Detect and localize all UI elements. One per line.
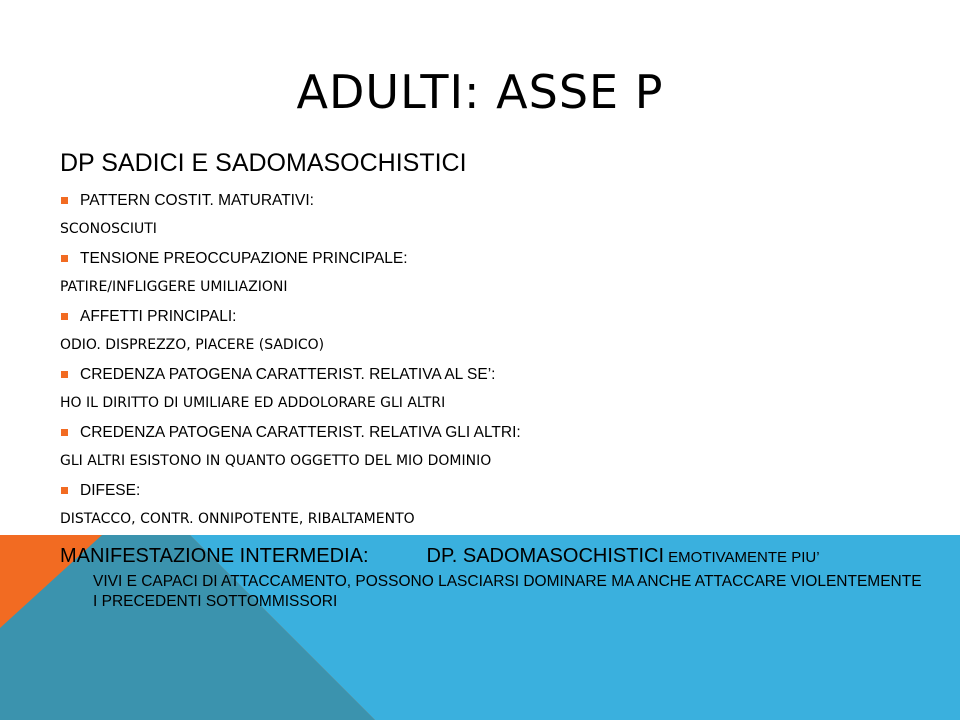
manifestation-description: VIVI E CAPACI DI ATTACCAMENTO, POSSONO LASCIARSI DOMINARE MA ANCHE ATTACCARE VIOLENTEMENTE I PRECEDENTI SOTTOMMISSORI	[93, 573, 922, 610]
bullet-item	[60, 186, 940, 215]
manifestation-label: MANIFESTAZIONE INTERMEDIA:	[60, 545, 369, 567]
square-bullet-icon	[61, 371, 68, 378]
square-bullet-icon	[61, 197, 68, 204]
bullet-item	[60, 360, 940, 389]
manifestation-lead: EMOTIVAMENTE PIU’	[664, 549, 820, 566]
manifestation-block	[60, 542, 940, 612]
manifestation-subject: DP. SADOMASOCHISTICI	[426, 545, 664, 567]
section-heading: DP SADICI E SADOMASOCHISTICI	[60, 149, 467, 177]
square-bullet-icon	[61, 429, 68, 436]
slide-content	[60, 146, 940, 612]
item-value: PATIRE/INFLIGGERE UMILIAZIONI	[60, 279, 288, 295]
item-value: ODIO. DISPREZZO, PIACERE (SADICO)	[60, 337, 325, 353]
bullet-item	[60, 244, 940, 273]
bullet-text: CREDENZA PATOGENA CARATTERIST. RELATIVA GLI ALTRI:	[80, 424, 521, 441]
bullet-item	[60, 302, 940, 331]
item-value: HO IL DIRITTO DI UMILIARE ED ADDOLORARE GLI ALTRI	[60, 395, 446, 411]
square-bullet-icon	[61, 255, 68, 262]
square-bullet-icon	[61, 313, 68, 320]
bullet-text: DIFESE:	[80, 482, 141, 499]
bullet-item	[60, 418, 940, 447]
bullet-text: TENSIONE PREOCCUPAZIONE PRINCIPALE:	[80, 250, 408, 267]
manifestation-first-line	[60, 542, 940, 572]
bullet-item	[60, 476, 940, 505]
bullet-text: CREDENZA PATOGENA CARATTERIST. RELATIVA AL SE’:	[80, 366, 496, 383]
item-value: GLI ALTRI ESISTONO IN QUANTO OGGETTO DEL MIO DOMINIO	[60, 453, 492, 469]
bullet-text: PATTERN COSTIT. MATURATIVI:	[80, 192, 314, 209]
square-bullet-icon	[61, 487, 68, 494]
item-value: SCONOSCIUTI	[60, 221, 157, 237]
bullet-text: AFFETTI PRINCIPALI:	[80, 308, 237, 325]
slide-title: ADULTI: ASSE P	[296, 65, 664, 119]
item-value: DISTACCO, CONTR. ONNIPOTENTE, RIBALTAMENTO	[60, 511, 415, 527]
